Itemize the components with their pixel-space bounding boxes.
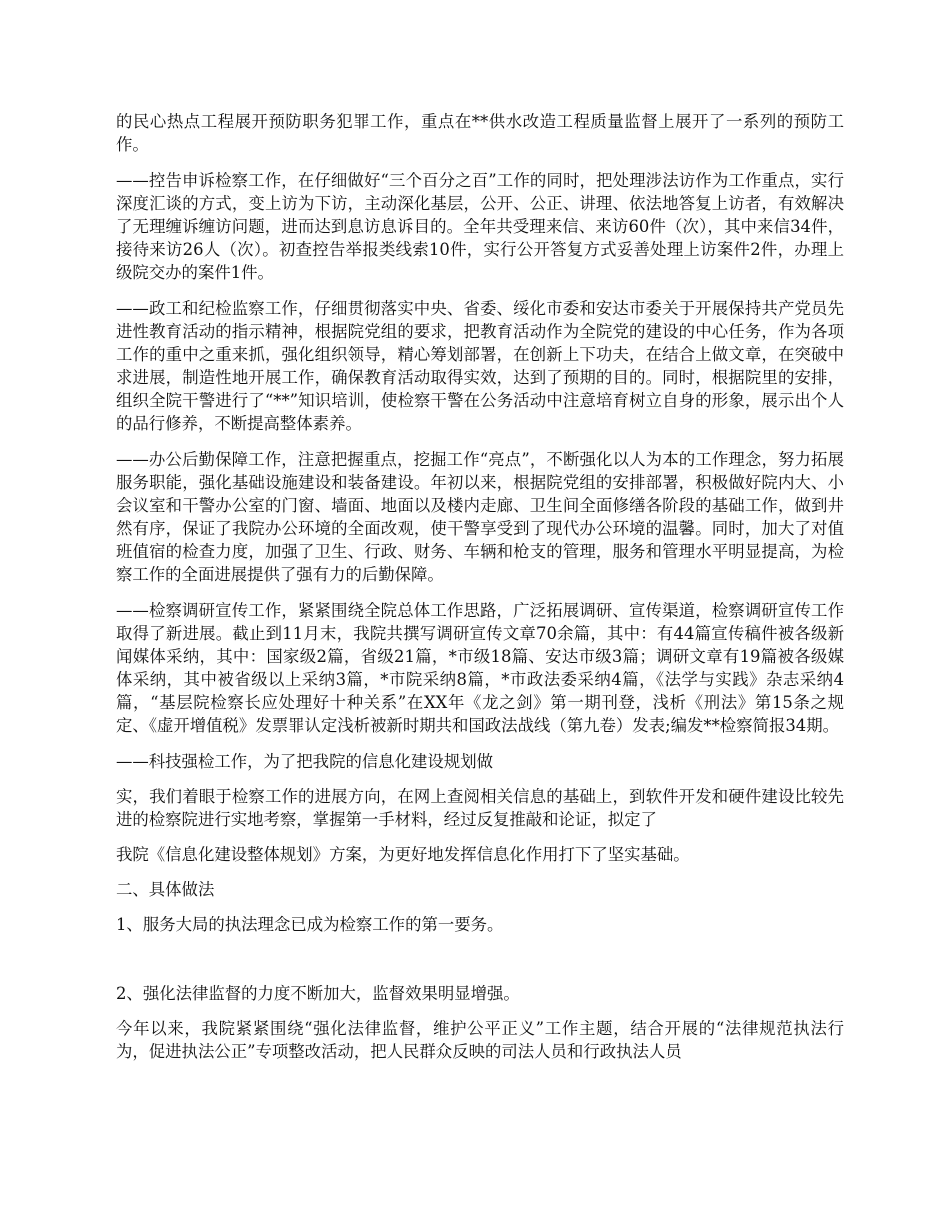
paragraph-prevention-work: 的民心热点工程展开预防职务犯罪工作，重点在**供水改造工程质量监督上展开了一系列的预防工作。 <box>116 112 844 154</box>
list-item-2: 2、强化法律监督的力度不断加大，监督效果明显增强。 <box>116 984 520 1003</box>
paragraph-legal-supervision: 今年以来，我院紧紧围绕“强化法律监督，维护公平正义”工作主题，结合开展的“法律规范执法行为，促进执法公正”专项整改活动，把人民群众反映的司法人员和行政执法人员 <box>116 1019 844 1061</box>
paragraph-political-discipline-work: ——政工和纪检监察工作，仔细贯彻落实中央、省委、绥化市委和安达市委关于开展保持共产党员先进性教育活动的指示精神，根据院党组的要求，把教育活动作为全院党的建设的中心任务，作为各项工作的重中之重来抓，强化组织领导，精心筹划部署，在创新上下功夫，在结合上做文章，在突破中求进展，制造性地开展工作，确保教育活动取得实效，达到了预期的目的。同时，根据院里的安排，组织全院干警进行了“**”知识培训，使检察干警在公务活动中注意培育树立自身的形象，展示出个人的品行修养，不断提高整体素养。 <box>116 299 844 433</box>
section-heading-specific-methods: 二、具体做法 <box>116 880 215 899</box>
paragraph-technology-continued: 实，我们着眼于检察工作的进展方向，在网上查阅相关信息的基础上，到软件开发和硬件建设比较先进的检察院进行实地考察，掌握第一手材料，经过反复推敲和论证，拟定了 <box>116 787 844 829</box>
paragraph-research-publicity-work: ——检察调研宣传工作，紧紧围绕全院总体工作思路，广泛拓展调研、宣传渠道，检察调研宣传工作取得了新进展。截止到11月末，我院共撰写调研宣传文章70余篇，其中：有44篇宣传稿件被各级新闻媒体采纳，其中：国家级2篇，省级21篇，*市级18篇、安达市级3篇；调研文章有19篇被各级媒体采纳，其中被省级以上采纳3篇，*市院采纳8篇，*市政法委采纳4篇，《法学与实践》杂志采纳4篇，“基层院检察长应处理好十种关系”在XX年《龙之剑》第一期刊登，浅析《刑法》第15条之规定、《虚开增值税》发票罪认定浅析被新时期共和国政法战线（第九卷）发表;编发**检察简报34期。 <box>116 601 844 735</box>
paragraph-informatization-plan: 我院《信息化建设整体规划》方案，为更好地发挥信息化作用打下了坚实基础。 <box>116 845 690 864</box>
document-page <box>116 110 844 1076</box>
paragraph-office-logistics-work: ——办公后勤保障工作，注意把握重点，挖掘工作“亮点”，不断强化以人为本的工作理念，努力拓展服务职能，强化基础设施建设和装备建设。年初以来，根据院党组的安排部署，积极做好院内大、小会议室和干警办公室的门窗、墙面、地面以及楼内走廊、卫生间全面修缮各阶段的基础工作，做到井然有序，保证了我院办公环境的全面改观，使干警享受到了现代办公环境的温馨。同时，加大了对值班值宿的检查力度，加强了卫生、行政、财务、车辆和枪支的管理，服务和管理水平明显提高，为检察工作的全面进展提供了强有力的后勤保障。 <box>116 450 844 584</box>
paragraph-complaint-appeal-work: ——控告申诉检察工作，在仔细做好“三个百分之百”工作的同时，把处理涉法访作为工作重点，实行深度汇谈的方式，变上访为下访，主动深化基层，公开、公正、讲理、依法地答复上访者，有效解决了无理缠诉缠访问题，进而达到息访息诉目的。全年共受理来信、来访60件（次），其中来信34件，接待来访26人（次）。初查控告举报类线索10件，实行公开答复方式妥善处理上访案件2件，办理上级院交办的案件1件。 <box>116 171 844 282</box>
list-item-1: 1、服务大局的执法理念已成为检察工作的第一要务。 <box>116 915 504 934</box>
paragraph-technology-work: ——科技强检工作，为了把我院的信息化建设规划做 <box>116 752 493 771</box>
blank-spacer <box>116 948 844 982</box>
